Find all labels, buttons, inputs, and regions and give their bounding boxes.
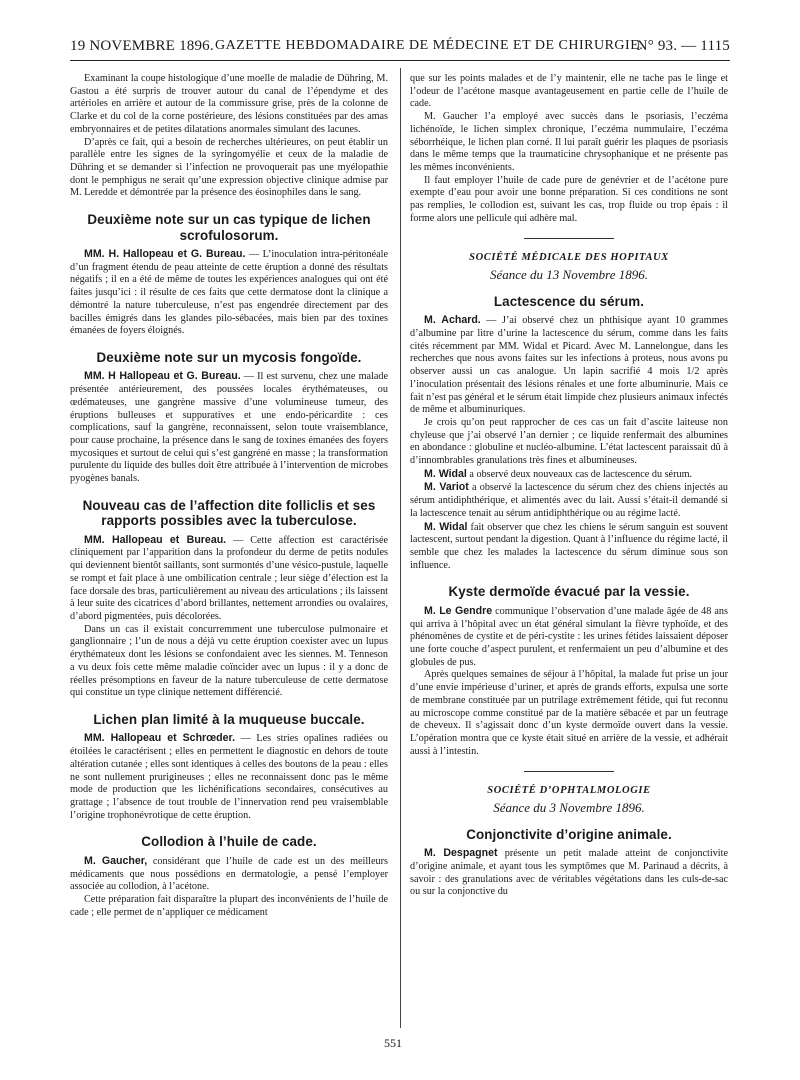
section-separator [524, 771, 614, 772]
speaker-name: M. Le Gendre [424, 604, 493, 617]
section-heading: Kyste dermoïde évacué par la vessie. [448, 584, 690, 600]
header-rule [70, 60, 730, 61]
paragraph: Après quelques semaines de séjour à l’hôpital, la malade fut prise un jour d’une envie impérieuse d’uriner, et après de grands efforts, expulsa une sorte de membrane constituée par un putrilage extrêmement fétide, qui fut reconnu au microscope comme constitué par de la matière sébacée et par un feutrage de cheveux. Il s’agissait donc d’un kyste dermoïde ouvert dans la vessie. L’opération montra que ce kyste était situé en arrière de la vessie, et adhérait aussi à l’intestin. [410, 669, 728, 757]
section-heading: Nouveau cas de l’affection dite folliclis et ses rapports possibles avec la tuberculose. [82, 497, 376, 529]
speaker-name: M. Despagnet [424, 847, 498, 860]
section-heading: Deuxième note sur un cas typique de lichen scrofulosorum. [87, 212, 371, 243]
paragraph: M. Gaucher l’a employé avec succès dans le psoriasis, l’eczéma lichénoïde, le lichen simplex chronique, l’eczéma nummulaire, l’eczéma séborrhéique, le lichen plan corné. Il lui paraît guérir les plaques de psoriasis dans le même temps que la traumaticine chrysophanique et ne présente pas les mêmes inconvénients. [410, 111, 728, 173]
journal-title: GAZETTE HEBDOMADAIRE DE MÉDECINE ET DE CHIRURGIE. [215, 38, 644, 53]
left-column [70, 73, 388, 919]
page-folio: 551 [384, 1036, 402, 1050]
paragraph: M. Widal fait observer que chez les chiens le sérum sanguin est souvent lactescent, surtout pendant la digestion. Quant à l’influence du régime lacté, il semble que chez les malades la lactescence du sérum diminue sous son influence. [410, 520, 728, 571]
paragraph: MM. Hallopeau et Bureau. — Cette affection est caractérisée cliniquement par l’apparition dans la profondeur du derme de petits nodules qui deviennent bientôt saillants, sont surmontés d’une vésico-pustule, laquelle se rompt et fait place à une ombilication centrale ; leur siège d’élection est la face dorsale des bras, particulièrement au niveau des articulations ; ils laissent à leur suite des cicatrices d’abord brillantes, nettement arrondies ou ovalaires, d’abord pigmentées, puis décolorées. [70, 533, 389, 622]
session-date: Séance du 3 Novembre 1896. [493, 800, 645, 816]
right-column [410, 73, 728, 899]
paragraph: M. Variot a observé la lactescence du sérum chez des chiens injectés au sérum antidiphthérique, et alimentés avec du lait. Aussi s’était-il demandé si la lactescence tenait au sérum antidiphthérique ou au régime lacté. [410, 481, 728, 519]
paragraph: Il faut employer l’huile de cade pure de genévrier et de l’acétone pure exempte d’eau pour avoir une bonne préparation. Si ces conditions ne sont pas remplies, le collodion est, suivant les cas, trop fluide ou trop épais : il forme alors une pellicule qui adhère mal. [410, 174, 728, 224]
speaker-name: M. Gaucher, [84, 854, 148, 867]
column-divider [400, 68, 401, 1028]
paragraph: M. Despagnet présente un petit malade atteint de conjonctivite d’origine animale, et ayant tous les symptômes que M. Parinaud a décrits, à savoir : des granulations avec de véritables végétations dans les culs-de-sac ou sur la conjonctive du [410, 847, 728, 898]
speaker-name: M. Widal [424, 467, 467, 480]
paragraph: Examinant la coupe histologique d’une moelle de maladie de Dühring, M. Gastou a été surpris de trouver autour du canal de l’épendyme et des artérioles en arrière et autour de la commissure grise, près de la colonne de Clarke et du col de la corne postérieure, des lésions constituées par des amas embryonnaires et de petites dilatations anormales simulant des lacunes. [70, 73, 388, 135]
speaker-name: MM. H. Hallopeau et G. Bureau. [84, 248, 246, 261]
session-date: Séance du 13 Novembre 1896. [489, 267, 648, 283]
section-heading: Collodion à l’huile de cade. [141, 834, 317, 850]
issue-date: 19 NOVEMBRE 1896. [70, 38, 214, 54]
paragraph: M. Widal a observé deux nouveaux cas de lactescence du sérum. [424, 467, 693, 480]
running-header [70, 38, 730, 56]
speaker-name: MM. Hallopeau et Schrœder. [84, 732, 236, 745]
speaker-name: M. Widal [424, 520, 468, 533]
speaker-name: MM. H Hallopeau et G. Bureau. [84, 370, 241, 383]
paragraph: M. Le Gendre communique l’observation d’une malade âgée de 48 ans qui arriva à l’hôpital avec un état général simulant la fièvre typhoïde, et des phénomènes de cystite et de péri-cystite : les urines fétides laissaient déposer une forte couche d’aspect purulent, et renfermaient un peu d’albumine et des globules de pus. [410, 604, 728, 668]
paragraph: Cette préparation fait disparaître la plupart des inconvénients de l’huile de cade ; elle permet de n’appliquer ce médicament [70, 893, 388, 918]
society-name: SOCIÉTÉ D’OPHTALMOLOGIE [487, 785, 651, 797]
paragraph: que sur les points malades et de l’y maintenir, elle ne tache pas le linge et l’odeur de l’acétone masque avantageusement en partie celle de l’huile de cade. [410, 73, 728, 110]
paragraph: MM. H Hallopeau et G. Bureau. — Il est survenu, chez une malade présentée antérieurement, des poussées locales érythémateuses, ou œdémateuses, une gangrène massive d’une volumineuse tumeur, des éruptions bulleuses et suppuratives et une endo-péricardite : ces complications, sauf la gangrène, reconnaissent, selon toute vraisemblance, pour cause prochaine, la présence dans le sang de toxines émanées des foyers mycosiques et surtout de celui qui s’est gangréné en masse ; la transformation purulente du liquide des bulles doit être attribuée à l’intervention de microbes pyogènes banals. [70, 370, 388, 485]
speaker-name: M. Achard. [424, 314, 481, 327]
speaker-name: MM. Hallopeau et Bureau. [84, 533, 227, 546]
section-heading: Lactescence du sérum. [493, 293, 645, 309]
paragraph: M. Achard. — J’ai observé chez un phthisique ayant 10 grammes d’albumine par litre d’urine la lactescence du sérum, comme dans les faits cités récemment par MM. Widal et Picard. Avec M. Lannelongue, dans les recherches que nous avons faites sur les infections à proteus, nous avons pu observer aussi un cas analogue. Un lapin sacrifié 4 mois 1/2 après l’inoculation présentait des lésions rénales et une forte albuminurie. Mais ce fait n’est pas général et le sérum était limpide chez plusieurs animaux infectés de même et albuminuriques. [410, 314, 728, 416]
section-heading: Lichen plan limité à la muqueuse buccale. [93, 711, 365, 727]
paragraph: MM. H. Hallopeau et G. Bureau. — L’inoculation intra-péritonéale d’un fragment étendu de peau atteinte de cette éruption a donné des résultats négatifs ; il en a été de même de toutes les expériences analogues qui ont été faites jusqu’ici : il résulte de ces faits que cette dermatose dont la clinique a démontré la nature tuberculeuse, n’est pas engendrée directement par des bacilles émigrés dans les glandes pilo-sébacées, mais bien par des toxines émanées de foyers éloignés. [70, 248, 389, 337]
society-name: SOCIÉTÉ MÉDICALE DES HOPITAUX [469, 252, 669, 264]
section-heading: Conjonctivite d’origine animale. [466, 826, 672, 842]
section-heading: Deuxième note sur un mycosis fongoïde. [96, 349, 362, 365]
section-separator [524, 238, 614, 239]
issue-page-number: N° 93. — 1115 [636, 38, 730, 54]
paragraph: D’après ce fait, qui a besoin de recherches ultérieures, on peut établir un parallèle entre les signes de la syringomyélie et ceux de la maladie de Dühring et se demander si l’infection ne provoquerait pas une myélopathie dont le pemphigus ne serait qu’une expression objective clinique admise par M. Leredde et démontrée par la présence des éosinophiles dans le sang. [70, 136, 388, 199]
paragraph: MM. Hallopeau et Schrœder. — Les stries opalines radiées ou étoilées le caractérisent ; elles en permettent le diagnostic en dehors de toute altération cutanée ; elles sont identiques à celles des boutons de la peau : elles ne sont nullement prurigineuses ; elles ne reconnaissent donc pas le même mode de production que les lichénifications secondaires, consécutives au grattage ; l’absence de tout trouble de l’innervation rend peu vraisemblable l’origine trophonévrotique de cette éruption. [70, 732, 388, 821]
speaker-name: M. Variot [424, 481, 469, 494]
paragraph: Dans un cas il existait concurremment une tuberculose pulmonaire et ganglionnaire ; l’un de nous a déjà vu cette éruption coexister avec un lupus érythémateux dont les lésions se confondaient avec les siennes. M. Tenneson a vu deux fois cette même maladie coïncider avec un lupus : il y a donc de réelles présomptions en faveur de la nature tuberculeuse de cette dermatose qui constitue un type clinique nettement différencié. [70, 623, 388, 699]
paragraph: Je crois qu’on peut rapprocher de ces cas un fait d’ascite laiteuse non chyleuse que j’ai observé l’an dernier ; ce liquide renfermait des albumines en abondance : globuline et nucléo-albumine. L’état lactescent paraissait dû à d’innombrables granulations très fines et albumineuses. [410, 416, 728, 467]
paragraph: M. Gaucher, considérant que l’huile de cade est un des meilleurs médicaments que nous possédions en dermatologie, a pensé l’employer associée au collodion, à l’acétone. [70, 854, 388, 893]
